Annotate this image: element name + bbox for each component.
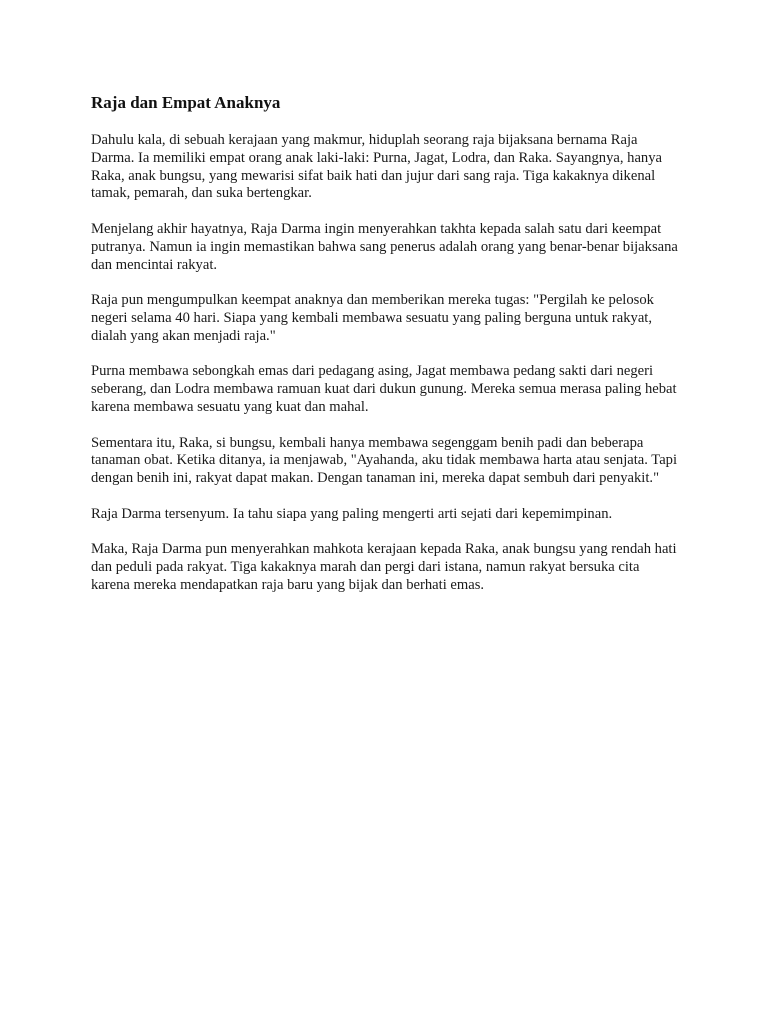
document-title: Raja dan Empat Anaknya xyxy=(91,93,281,112)
paragraph-2: Menjelang akhir hayatnya, Raja Darma ingin menyerahkan takhta kepada salah satu dari keempat putranya. Namun ia ingin memastikan bahwa sang penerus adalah orang yang benar-benar bijaksana dan mencintai rakyat. xyxy=(91,220,678,273)
paragraph-1: Dahulu kala, di sebuah kerajaan yang makmur, hiduplah seorang raja bijaksana bernama Raja Darma. Ia memiliki empat orang anak laki-laki: Purna, Jagat, Lodra, dan Raka. Sayangnya, hanya Raka, anak bungsu, yang mewarisi sifat baik hati dan jujur dari sang raja. Tiga kakaknya dikenal tamak, pemarah, dan suka bertengkar. xyxy=(91,132,662,202)
paragraph-4: Purna membawa sebongkah emas dari pedagang asing, Jagat membawa pedang sakti dari negeri seberang, dan Lodra membawa ramuan kuat dari dukun gunung. Mereka semua merasa paling hebat karena membawa sesuatu yang kuat dan mahal. xyxy=(91,363,677,415)
paragraph-7: Maka, Raja Darma pun menyerahkan mahkota kerajaan kepada Raka, anak bungsu yang rendah hati dan peduli pada rakyat. Tiga kakaknya marah dan pergi dari istana, namun rakyat bersuka cita karena mereka mendapatkan raja baru yang bijak dan berhati emas. xyxy=(91,541,677,593)
paragraph-5: Sementara itu, Raka, si bungsu, kembali hanya membawa segenggam benih padi dan beberapa tanaman obat. Ketika ditanya, ia menjawab, "Ayahanda, aku tidak membawa harta atau senjata. Tapi dengan benih ini, rakyat dapat makan. Dengan tanaman ini, mereka dapat sembuh dari penyakit." xyxy=(91,434,678,487)
paragraph-3: Raja pun mengumpulkan keempat anaknya dan memberikan mereka tugas: "Pergilah ke pelosok negeri selama 40 hari. Siapa yang kembali membawa sesuatu yang paling berguna untuk rakyat, dialah yang akan menjadi raja." xyxy=(91,292,654,344)
document-page xyxy=(91,92,681,613)
paragraph-6: Raja Darma tersenyum. Ia tahu siapa yang paling mengerti arti sejati dari kepemimpinan. xyxy=(91,505,613,522)
